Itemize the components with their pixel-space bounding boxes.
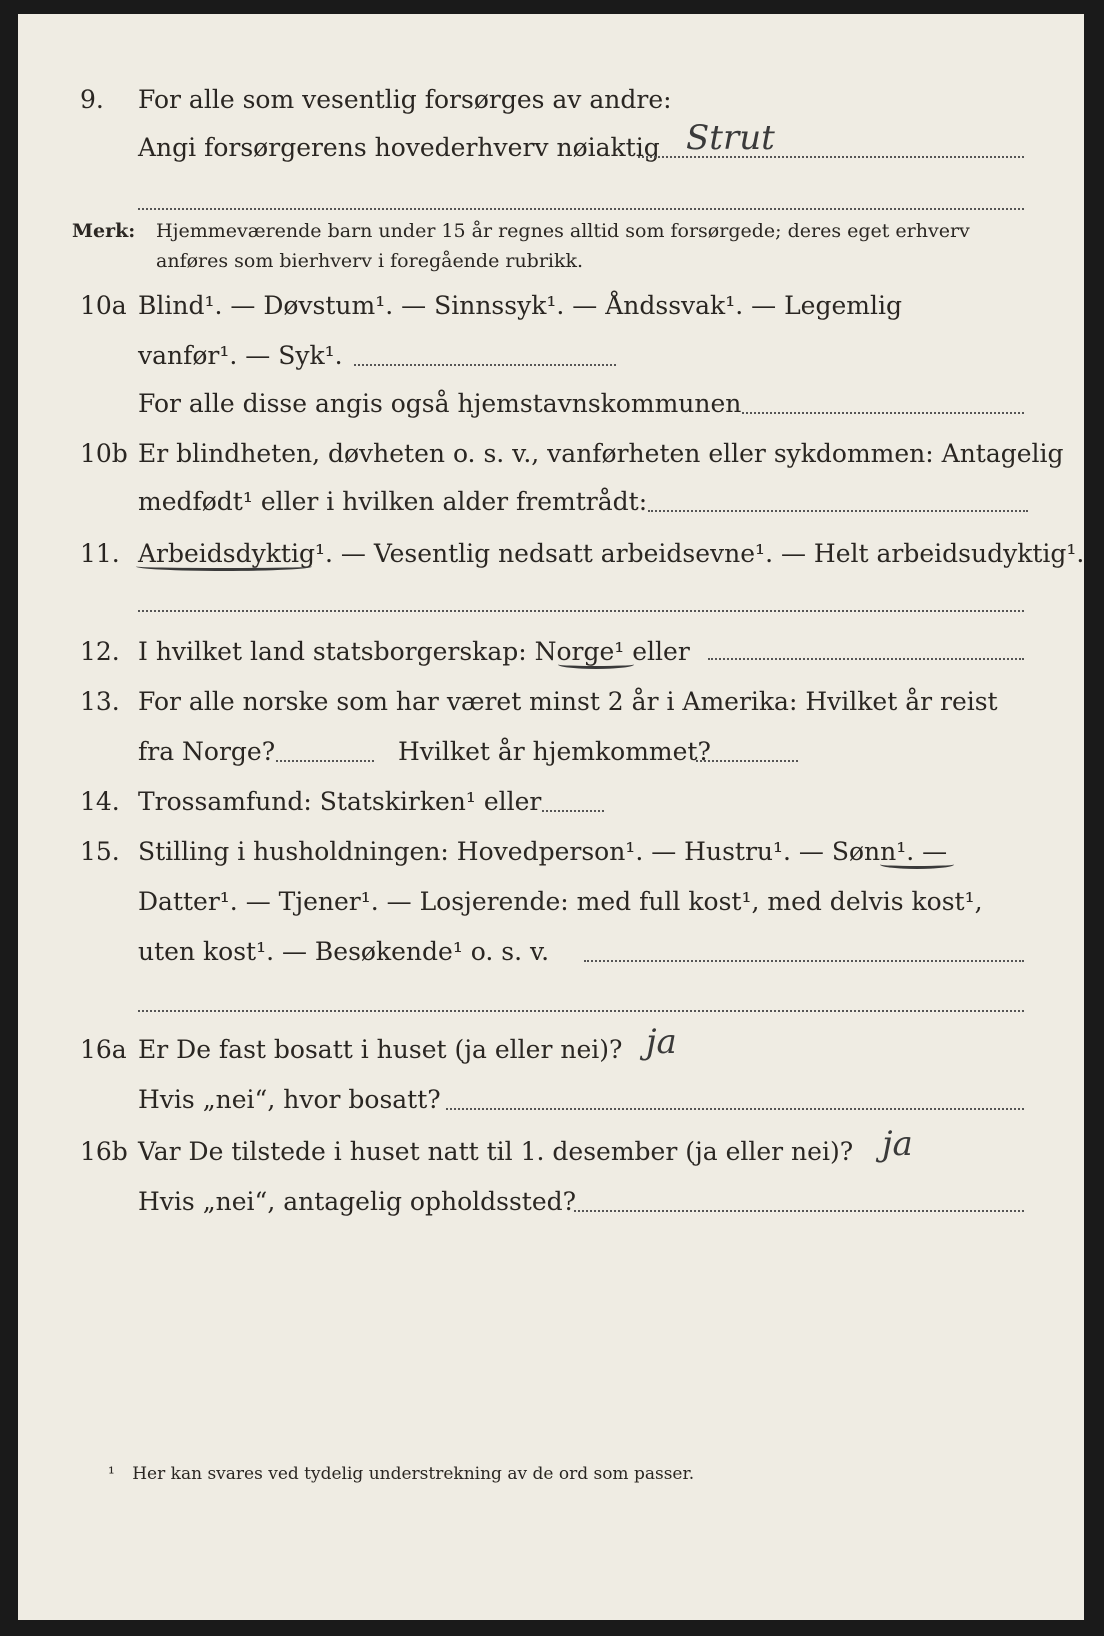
q16b-handwritten-answer: ja — [882, 1124, 913, 1164]
q15-text3: uten kost¹. — Besøkende¹ o. s. v. — [138, 937, 550, 966]
q15-line2 — [18, 882, 1084, 922]
q10a-answer-line[interactable] — [354, 364, 616, 366]
q10a-line1 — [18, 286, 1084, 326]
q10b-line2 — [18, 482, 1084, 522]
q13-number: 13. — [80, 687, 120, 716]
q15-text: Stilling i husholdningen: Hovedperson¹. — Hustru¹. — Sønn¹. — — [138, 837, 948, 866]
q16a-handwritten-answer: ja — [646, 1022, 677, 1062]
q13-hjemkommet-line[interactable] — [696, 760, 798, 762]
q14-answer-line[interactable] — [542, 810, 604, 812]
footnote-mark: ¹ — [108, 1464, 115, 1484]
q10a-line2 — [18, 336, 1084, 376]
q16b-line2 — [18, 1182, 1084, 1222]
q10b-number: 10b — [80, 439, 128, 468]
q15-line3 — [18, 932, 1084, 972]
q16a-answer-line[interactable] — [446, 1108, 1024, 1110]
q12-number: 12. — [80, 637, 120, 666]
q10b-answer-line[interactable] — [648, 510, 1028, 512]
q9-extra-line[interactable] — [138, 208, 1024, 210]
merk-line2: anføres som bierhverv i foregående rubrikk. — [156, 250, 584, 272]
q14-line1 — [18, 782, 1084, 822]
q11-underline-mark — [136, 562, 312, 571]
q9-line2 — [18, 128, 1084, 168]
q16b-text: Var De tilstede i huset natt til 1. desember (ja eller nei)? — [138, 1137, 854, 1166]
q10b-text: Er blindheten, døvheten o. s. v., vanførheten eller sykdommen: Antagelig — [138, 439, 1064, 468]
merk-line1: Hjemmeværende barn under 15 år regnes alltid som forsørgede; deres eget erhverv — [156, 220, 970, 242]
q13-reist-line[interactable] — [276, 760, 374, 762]
q16b-answer-line[interactable] — [574, 1210, 1024, 1212]
q10a-line3 — [18, 384, 1084, 424]
q14-number: 14. — [80, 787, 120, 816]
q13-line2 — [18, 732, 1084, 772]
q10a-text: Blind¹. — Døvstum¹. — Sinnssyk¹. — Åndssvak¹. — Legemlig — [138, 291, 902, 320]
q10a-hjemstavn-line[interactable] — [742, 412, 1024, 414]
merk-label: Merk: — [72, 220, 136, 242]
q15-underline-mark — [880, 860, 954, 869]
q10b-line1 — [18, 434, 1084, 474]
q16a-number: 16a — [80, 1035, 127, 1064]
q11-number: 11. — [80, 539, 120, 568]
q13-text: For alle norske som har været minst 2 år i Amerika: Hvilket år reist — [138, 687, 998, 716]
q16b-number: 16b — [80, 1137, 128, 1166]
q16a-text2: Hvis „nei“, hvor bosatt? — [138, 1085, 441, 1114]
q12-line1 — [18, 632, 1084, 672]
q12-answer-line[interactable] — [708, 658, 1024, 660]
q9-line1 — [18, 80, 1084, 120]
q10a-text2: vanfør¹. — Syk¹. — [138, 341, 343, 370]
q10a-number: 10a — [80, 291, 127, 320]
merk-note — [72, 216, 1030, 276]
q9-text: For alle som vesentlig forsørges av andre: — [138, 85, 672, 114]
q16a-line2 — [18, 1080, 1084, 1120]
q16a-line1 — [18, 1030, 1084, 1070]
q9-number: 9. — [80, 85, 104, 114]
q11-text: Arbeidsdyktig¹. — Vesentlig nedsatt arbeidsevne¹. — Helt arbeidsudyktig¹. — [138, 539, 1085, 568]
q13-text2a: fra Norge? — [138, 737, 276, 766]
q15-text2: Datter¹. — Tjener¹. — Losjerende: med full kost¹, med delvis kost¹, — [138, 887, 983, 916]
q15-extra-line[interactable] — [138, 1010, 1024, 1012]
q16b-line1 — [18, 1132, 1084, 1172]
q15-number: 15. — [80, 837, 120, 866]
q11-extra-line[interactable] — [138, 610, 1024, 612]
q9-text2: Angi forsørgerens hovederhverv nøiaktig — [138, 133, 660, 162]
q14-text: Trossamfund: Statskirken¹ eller — [138, 787, 542, 816]
q13-line1 — [18, 682, 1084, 722]
footnote — [108, 1464, 694, 1484]
q15-answer-line[interactable] — [584, 960, 1024, 962]
q12-underline-mark — [558, 660, 634, 669]
q16a-text: Er De fast bosatt i huset (ja eller nei)? — [138, 1035, 623, 1064]
q13-text2b: Hvilket år hjemkommet? — [398, 737, 711, 766]
q16b-text2: Hvis „nei“, antagelig opholdssted? — [138, 1187, 577, 1216]
q12-text: I hvilket land statsborgerskap: Norge¹ eller — [138, 637, 690, 666]
census-form-page — [18, 14, 1084, 1620]
q10b-text2: medfødt¹ eller i hvilken alder fremtrådt: — [138, 487, 648, 516]
footnote-text: Her kan svares ved tydelig understrekning av de ord som passer. — [132, 1464, 695, 1484]
q10a-text3: For alle disse angis også hjemstavnskommunen — [138, 389, 742, 418]
q9-handwritten-answer: Strut — [686, 118, 775, 158]
